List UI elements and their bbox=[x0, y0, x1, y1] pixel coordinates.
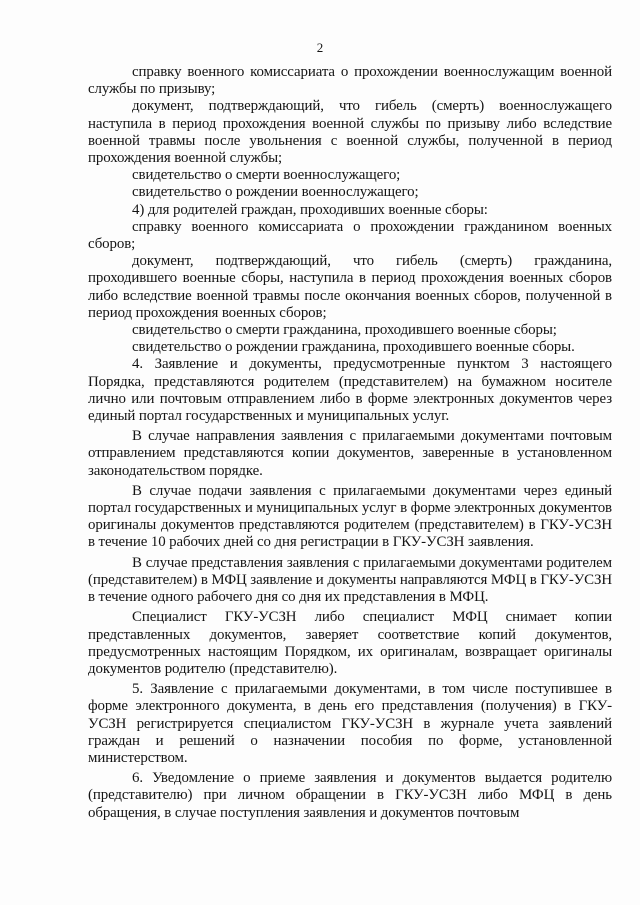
paragraph: Специалист ГКУ-УСЗН либо специалист МФЦ снимает копии представленных документов, заверяет соответствие копий документов, предусмотренных настоящим Порядком, их оригиналам, возвращает оригиналы документов родителю (представителю). bbox=[88, 609, 612, 677]
paragraph: документ, подтверждающий, что гибель (смерть) военнослужащего наступила в период прохождения военной службы по призыву либо вследствие военной травмы после увольнения с военной службы, полученной в период прохождения военной службы; bbox=[88, 98, 612, 167]
paragraph: В случае представления заявления с прилагаемыми документами родителем (представителем) в МФЦ заявление и документы направляются МФЦ в ГКУ-УСЗН в течение одного рабочего дня со дня их представления в МФЦ. bbox=[88, 554, 612, 606]
document-body bbox=[88, 64, 612, 822]
paragraph: свидетельство о смерти гражданина, проходившего военные сборы; bbox=[132, 322, 557, 339]
paragraph: 4. Заявление и документы, предусмотренные пунктом 3 настоящего Порядка, представляются родителем (представителем) на бумажном носителе лично или почтовым отправлением либо в форме электронных документов через единый портал государственных и муниципальных услуг. bbox=[88, 356, 612, 425]
paragraph: справку военного комиссариата о прохождении гражданином военных сборов; bbox=[88, 218, 612, 253]
paragraph: свидетельство о рождении военнослужащего; bbox=[132, 184, 419, 201]
paragraph: 4) для родителей граждан, проходивших военные сборы: bbox=[132, 201, 488, 218]
page-number: 2 bbox=[316, 40, 324, 55]
paragraph: В случае подачи заявления с прилагаемыми документами через единый портал государственных и муниципальных услуг в форме электронных документов оригиналы документов представляются родителем (представителем) в ГКУ-УСЗН в течение 10 рабочих дней со дня регистрации в ГКУ-УСЗН заявления. bbox=[88, 482, 612, 551]
paragraph: свидетельство о смерти военнослужащего; bbox=[132, 167, 401, 184]
paragraph: 6. Уведомление о приеме заявления и документов выдается родителю (представителю) при личном обращении в ГКУ-УСЗН либо МФЦ в день обращения, в случае поступления заявления и документов почтовым bbox=[88, 770, 612, 821]
paragraph: 5. Заявление с прилагаемыми документами, в том числе поступившее в форме электронного документа, в день его представления (получения) в ГКУ-УСЗН регистрируется специалистом ГКУ-УСЗН в журнале учета заявлений граждан и решений о назначении пособия по форме, установленной министерством. bbox=[88, 681, 612, 766]
paragraph: свидетельство о рождении гражданина, проходившего военные сборы. bbox=[132, 339, 575, 356]
paragraph: документ, подтверждающий, что гибель (смерть) гражданина, проходившего военные сборы, наступила в период прохождения военных сборов либо вследствие военной травмы после окончания военных сборов, полученной в период прохождения военных сборов; bbox=[88, 253, 612, 321]
paragraph: В случае направления заявления с прилагаемыми документами почтовым отправлением представляются копии документов, заверенные в установленном законодательством порядке. bbox=[88, 428, 612, 479]
paragraph: справку военного комиссариата о прохождении военнослужащим военной службы по призыву; bbox=[88, 64, 612, 98]
